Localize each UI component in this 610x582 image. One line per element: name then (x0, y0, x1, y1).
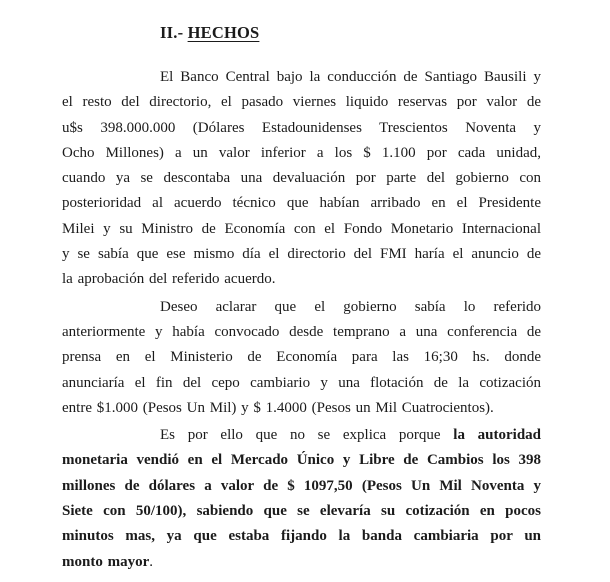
text-line (62, 423, 541, 448)
text-line (62, 499, 541, 524)
text-line: y se sabía que ese mismo día el directorio del FMI haría el anuncio de (62, 246, 541, 263)
text-run-bold: monto mayor (62, 553, 150, 570)
text-line: entre $1.000 (Pesos Un Mil) y $ 1.4000 (Pesos un Mil Cuatrocientos). (62, 399, 494, 416)
text-line: Milei y su Ministro de Economía con el Fondo Monetario Internacional (62, 220, 541, 237)
text-line: Ocho Millones) a un valor inferior a los $ 1.100 por cada unidad, (62, 144, 541, 161)
text-line: Deseo aclarar que el gobierno sabía lo referido (160, 298, 541, 315)
text-run-bold: monetaria vendió en el Mercado Único y Libre de Cambios los 398 (62, 452, 541, 469)
heading-numeral: II.- (160, 23, 188, 42)
text-line: anunciaría el fin del cepo cambiario y una flotación de la cotización (62, 374, 541, 391)
text-run-bold: millones de dólares a valor de $ 1097,50 (Pesos Un Mil Noventa y (62, 477, 541, 494)
text-run: . (149, 553, 153, 570)
text-line: cuando ya se descontaba una devaluación por parte del gobierno con (62, 170, 541, 187)
text-line (62, 474, 541, 499)
paragraph-banco-central (62, 65, 541, 293)
paragraph-es-por-ello (62, 423, 541, 575)
text-line: el resto del directorio, el pasado viernes liquido reservas por valor de (62, 94, 541, 111)
text-line: prensa en el Ministerio de Economía para las 16;30 hs. donde (62, 349, 541, 366)
heading-title: HECHOS (187, 23, 260, 42)
text-line: posterioridad al acuerdo técnico que habían arribado en el Presidente (62, 195, 541, 212)
text-run-bold: Siete con 50/100), sabiendo que se elevaría su cotización en pocos (62, 503, 541, 520)
text-line: anteriormente y había convocado desde temprano a una conferencia de (62, 323, 541, 340)
text-run-bold: minutos mas, ya que estaba fijando la banda cambiaria por un (62, 528, 541, 545)
text-run-bold: la autoridad (453, 427, 542, 444)
text-line: la aprobación del referido acuerdo. (62, 271, 276, 288)
text-line (62, 524, 541, 549)
text-line: El Banco Central bajo la conducción de Santiago Bausili y (160, 69, 541, 85)
text-line (62, 448, 541, 473)
text-line: u$s 398.000.000 (Dólares Estadounidenses Trescientos Noventa y (62, 119, 541, 136)
text-line (62, 550, 541, 575)
section-heading (160, 20, 610, 45)
text-run: Es por ello que no se explica porque (160, 427, 454, 444)
paragraph-deseo-aclarar (62, 295, 541, 421)
